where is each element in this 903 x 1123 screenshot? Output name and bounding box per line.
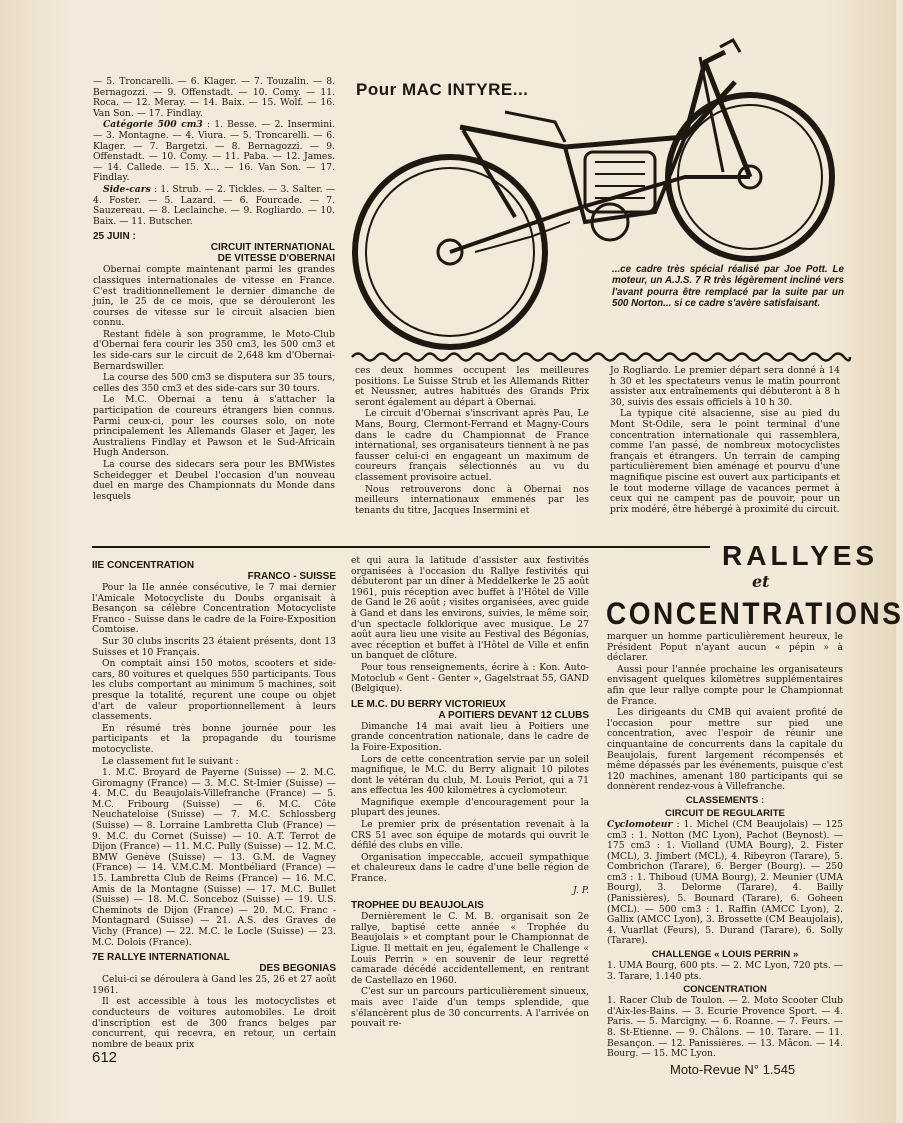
berry-heading: LE M.C. DU BERRY VICTORIEUX A POITIERS DEVANT 12 CLUBS <box>351 698 589 721</box>
concentration-results: 1. Racer Club de Toulon. — 2. Moto Scooter Club d'Aix-les-Bains. — 3. Ecurie Provence Sport. — 4. Paris. — 5. Marcigny. — 6. Roanne. — 7. Feurs. — 8. St-Etienne. — 9. Châlons. — 10. Tarare. — 11. Besançon. — 12. Panissières. — 13. Mâcon. — 14. Bourg. — 15. MC Lyon. <box>607 995 843 1060</box>
regularite-heading: CIRCUIT DE REGULARITE <box>665 807 785 819</box>
paragraph: Le circuit d'Obernai s'inscrivant après Pau, Le Mans, Bourg, Clermont-Ferrand et Magny-Cours dans le cadre du Championnat de France international, ses organisateurs tiennent à ne pas fausser celui-ci en engageant un maximum de coureurs français sélectionnés au vu du classement provisoire actuel. <box>355 408 589 483</box>
column-2 <box>355 366 589 546</box>
cyclo-results: : 1. Michel (CM Beaujolais) — 125 cm3 : 1. Notton (MC Lyon), Pachot (Beynost). — 175 cm3 : 1. Violland (UMA Bourg), 2. Fister (MCL), 3. Jimbert (MCL), 4. Ribeyron (Tarare), 5. Combrichon (Tarare), 6. Berger (Bourg). — 250 cm3 : 1. Thiboud (UMA Bourg), 2. Meunier (UMA Bourg), 3. Delorme (Tarare), 4. Bailly (Panissières), 5. Bounard (Tarare), 6. Goheen (MCL). — 500 cm3 : 1. Raffin (AMCC Lyon), 2. Gallix (AMCC Lyon), 3. Brossette (CM Beaujolais), 4. Vuarllat (Feurs), 5. Durand (Tarare), 6. Solly (Tarare). <box>607 818 844 947</box>
paragraph: Nous retrouverons donc à Obernai nos meilleurs internationaux emmenés par les tenants du titre, Jacques Insermini et <box>355 483 589 516</box>
paragraph: marquer un homme particulièrement heureux, le Président Poput n'ayant aucun « pépin » à déclarer. <box>607 631 843 664</box>
column-5 <box>351 556 589 1046</box>
horizontal-rule <box>92 546 710 548</box>
paragraph: Les dirigeants du CMB qui avaient profité de l'occasion pour mettre sur pied une concentration, avec l'espoir de réunir une cinquantaine de concurrents dans la capitale du Beaujolais, furent largement récompensés et même dépassés par les événements, puisque c'est 120 machines, amenant 180 participants qui se donnèrent rendez-vous à Villefranche. <box>607 707 843 793</box>
paragraph: ces deux hommes occupent les meilleures positions. Le Suisse Strub et les Allemands Ritter et Neussner, autres habitués des Grands Prix seront également au départ à Obernai. <box>355 365 589 408</box>
column-4 <box>92 556 336 1050</box>
paragraph: En résumé très bonne journée pour les participants et la propagande du tourisme motocycliste. <box>92 722 336 755</box>
cyclo-label: Cyclomoteur <box>607 818 673 830</box>
paragraph: On comptait ainsi 150 motos, scooters et side-cars, 80 voitures et quelques 550 participants. Tous les clubs comportant au minimum 5 machines, soit presque la totalité, reçurent une coupe ou objet d'art de valeur proportionnellement à leurs classements. <box>92 658 336 723</box>
paragraph: Le classement fut le suivant : <box>102 755 239 767</box>
paragraph: Aussi pour l'année prochaine les organisateurs envisagent quelques kilomètres supplémentaires afin que leur rallye compte pour le Championnat de France. <box>607 663 843 707</box>
classement-list: 1. M.C. Broyard de Payerne (Suisse) — 2. M.C. Giromagny (France) — 3. M.C. St-Imier (Suisse) — 4. M.C. du Beaujolais-Villefranche (France) — 5. M.C. Fribourg (Suisse) — 6. M.C. Côte Neuchateloise (Suisse) — 7. M.C. Schlossberg (Suisse) — 8. Lorraine Lambretta Club (France) — 9. M.C. du Cornet (Suisse) — 10. A.T. Terrot de Dijon (France) — 11. M.C. Pully (Suisse) — 12. M.C. BMW Genève (Suisse) — 13. G.M. de Vagney (France) — 14. V.M.C.M. Montbéliard (France) — 15. Lambretta Club de Reims (France) — 16. M.C. Amis de la Montagne (Suisse) — 17. M.C. Bullet (Suisse) — 18. M.C. Sonceboz (Suisse) — 19. U.S. Cheminots de Dijon (France) — 20. M.C. Franc - Montagnard (Suisse) — 21. A.S. des Graves de Vichy (France) — 22. M.C. le Locle (Suisse) — 23. M.C. Dolois (France). <box>92 767 336 948</box>
obernai-heading: 25 JUIN : CIRCUIT INTERNATIONAL DE VITESSE D'OBERNAI <box>93 231 335 265</box>
magazine-issue: Moto-Revue N° 1.545 <box>670 1062 796 1077</box>
paragraph: et qui aura la latitude d'assister aux festivités organisées à l'occasion du Rallye festivités qui débuteront par un dîner à Meddelkerke le 25 août 1961, puis réception avec buffet à l'Hôtel de Ville de Gand le 26 août ; visites organisées, avec guide à Gand et dans les environs, suivies, le même soir, d'un spectacle folklorique avec musique. Le 27 août aura lieu une visite au Festival des Bégonias, avec réception et buffet à l'Hôtel de Ville et enfin un banquet de clôture. <box>351 555 589 662</box>
column-1 <box>93 77 335 543</box>
paragraph: Restant fidèle à son programme, le Moto-Club d'Obernai fera courir les 350 cm3, les 500 cm3 et les side-cars sur le circuit de 2,648 km d'Obernai-Bernardswiller. <box>93 328 335 372</box>
paragraph: Le M.C. Obernai a tenu à s'attacher la participation de coureurs étrangers bien connus. Parmi ceux-ci, pour les courses solo, on note principalement les Allemands Glaser et Jager, les Australiens Findlay et Pawson et le Sud-Africain Hugh Anderson. <box>93 394 335 459</box>
section-title-rallyes: RALLYES <box>722 540 879 571</box>
classements-heading: CLASSEMENTS : <box>685 794 765 806</box>
results-350: — 5. Troncarelli. — 6. Klager. — 7. Touzalin. — 8. Bernagozzi. — 9. Offenstadt. — 10. Comy. — 11. Roca. — 12. Meray. — 14. Baix. — 15. Wolf. — 16. Van Son. — 17. Findlay. <box>93 76 335 119</box>
challenge-results: 1. UMA Bourg, 600 pts. — 2. MC Lyon, 720 pts. — 3. Tarare, 1.140 pts. <box>607 960 843 982</box>
cat500-text: : 1. Besse. — 2. Insermini. — 3. Montagne. — 4. Viura. — 5. Troncarelli. — 6. Klager. — 7. Bargetzi. — 8. Bernagozzi. — 9. Offenstadt. — 10. Comy. — 11. Paba. — 12. James. — 14. Callede. — 15. X... — 16. Van Son. — 17. Findlay. <box>93 119 335 184</box>
sidecar-text: : 1. Strub. — 2. Tickles. — 3. Salter. — 4. Foster. — 5. Lazard. — 6. Fourcade. — 7. Sauzereau. — 8. Leclainche. — 9. Rogliardo. — 10. Baix. — 11. Butscher. <box>93 183 335 227</box>
concentration-heading: CONCENTRATION <box>683 984 767 996</box>
paragraph: Sur 30 clubs inscrits 23 étaient présents, dont 13 Suisses et 10 Français. <box>92 635 336 658</box>
paragraph: Magnifique exemple d'encouragement pour la plupart des jeunes. <box>351 796 589 819</box>
section-title-concentrations: CONCENTRATIONS <box>606 596 903 631</box>
section-title-et: et <box>752 572 770 591</box>
paragraph: C'est sur un parcours particulièrement sinueux, mais avec l'aide d'un temps splendide, que s'élancèrent plus de 30 concurrents. A l'arrivée on pouvait re- <box>351 986 589 1030</box>
cat500-label: Catégorie 500 cm3 <box>103 119 203 131</box>
paragraph: Organisation impeccable, accueil sympathique et chaleureux dans le cadre d'une belle région de France. <box>351 851 589 885</box>
begonias-heading: 7E RALLYE INTERNATIONAL DES BEGONIAS <box>92 952 336 975</box>
beaujolais-heading: TROPHEE DU BEAUJOLAIS <box>351 900 484 912</box>
sidecar-label: Side-cars <box>103 183 151 195</box>
paragraph: Obernai compte maintenant parmi les grandes classiques internationales de vitesse en France. C'est traditionnellement le dernier dimanche de juin, le 25 de ce mois, que se dérouleront les courses de vitesse sur le circuit alsacien bien connu. <box>93 264 335 329</box>
paragraph: La course des sidecars sera pour les BMWistes Scheidegger et Deubel l'occasion d'un nouveau duel en marge des Championnats du Monde dans lesquels <box>93 459 335 502</box>
paragraph: Lors de cette concentration servie par un soleil magnifique, le M.C. du Berry alignait 10 pilotes dont le vétéran du club, M. Louis Periot, qui a 71 ans effectua les 400 kilomètres à cyclomoteur. <box>351 753 589 797</box>
paragraph: Dernièrement le C. M. B. organisait son 2e rallye, baptisé cette année « Trophée du Beaujolais » et comptant pour le Championnat de Ligue. Il mettait en jeu, également le Challenge « Louis Perrin » en souvenir de leur regretté camarade décédé accidentellement, en rentrant de Castellazo en 1960. <box>351 911 589 986</box>
signature-initials: J. P. <box>572 884 589 896</box>
column-3 <box>610 366 840 546</box>
franco-suisse-heading: IIE CONCENTRATION FRANCO - SUISSE <box>92 560 336 582</box>
page-number: 612 <box>92 1049 118 1066</box>
paragraph: Celui-ci se déroulera à Gand les 25, 26 et 27 août 1961. <box>92 974 336 996</box>
paragraph: La course des 500 cm3 se disputera sur 35 tours, celles des 350 cm3 et des side-cars sur 30 tours. <box>93 372 335 394</box>
paragraph: Pour la IIe année consécutive, le 7 mai dernier l'Amicale Motocycliste du Doubs organisait à Besançon sa célèbre Concentration Motocycliste Franco - Suisse dans le cadre de la Foire-Exposition Comtoise. <box>92 582 336 636</box>
wavy-divider <box>352 350 850 364</box>
paragraph: Jo Rogliardo. Le premier départ sera donné à 14 h 30 et les spectateurs venus le matin pourront assister aux entraînements qui débuteront à 8 h 30, suivis des essais officiels à 10 h 30. <box>610 365 840 408</box>
column-6 <box>607 631 844 1060</box>
illustration-caption: ...ce cadre très spécial réalisé par Joe Pott. Le moteur, un A.J.S. 7 R très légèrement incliné vers l'avant pourra être remplacé par la suite par un 500 Norton... si ce cadre s'avère satisfaisant. <box>612 264 844 310</box>
paragraph: La typique cité alsacienne, sise au pied du Mont St-Odile, sera le point terminal d'une concentration internationale qui rassemblera, comme l'an passé, de nombreux motocyclistes français et étrangers. Un terrain de camping particulièrement bien aménagé et pourvu d'une magnifique piscine est ouvert aux participants et le tout moderne village de vacances permet à ceux qui ne campent pas de pouvoir, pour un prix modéré, être hébergé à proximité du circuit. <box>610 408 840 515</box>
paragraph: Dimanche 14 mai avait lieu à Poitiers une grande concentration nationale, dans le cadre de la Foire-Exposition. <box>351 720 589 753</box>
paragraph: Il est accessible à tous les motocyclistes et conducteurs de voitures automobiles. Le droit d'inscription est de 300 francs belges par concurrent, qui recevra, en retour, un certain nombre de beaux prix <box>92 996 336 1050</box>
paragraph: Le premier prix de présentation revenait à la CRS 51 avec son équipe de motards qui ouvrit le défilé des clubs en ville. <box>351 819 589 852</box>
challenge-heading: CHALLENGE « LOUIS PERRIN » <box>651 949 799 961</box>
headline: Pour MAC INTYRE... <box>356 80 529 99</box>
paragraph: Pour tous renseignements, écrire à : Kon. Auto-Motoclub « Gent - Genter », Gagelstraat 55, GAND (Belgique). <box>351 661 589 695</box>
